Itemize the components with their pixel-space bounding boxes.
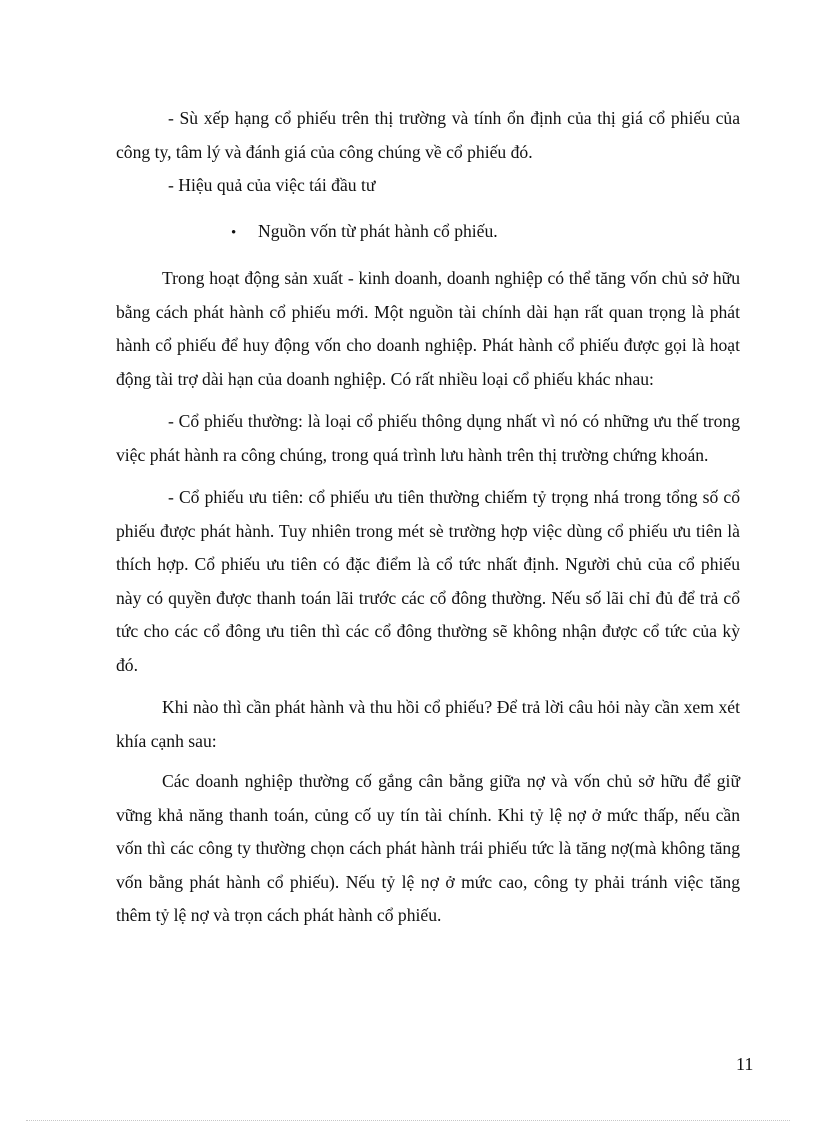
paragraph-issuing-stock: Trong hoạt động sản xuất - kinh doanh, doanh nghiệp có thể tăng vốn chủ sở hữu bằng cách phát hành cổ phiếu mới. Một nguồn tài chính dài hạn rất quan trọng là phát hành cổ phiếu để huy động vốn cho doanh nghiệp. Phát hành cổ phiếu được gọi là hoạt động tài trợ dài hạn của doanh nghiệp. Có rất nhiều loại cổ phiếu khác nhau: xyxy=(116,268,740,389)
bullet-icon: • xyxy=(231,224,237,241)
bullet-heading-text: Nguồn vốn từ phát hành cổ phiếu. xyxy=(258,220,498,241)
paragraph-debt-equity-balance: Các doanh nghiệp thường cố gắng cân bằng giữa nợ và vốn chủ sở hữu để giữ vững khả năng thanh toán, củng cố uy tín tài chính. Khi tỷ lệ nợ ở mức thấp, nếu cần vốn thì các công ty thường chọn cách phát hành trái phiếu tức là tăng nợ(mà không tăng vốn bằng phát hành cổ phiếu). Nếu tỷ lệ nợ ở mức cao, công ty phải tránh việc tăng thêm tỷ lệ nợ và trọn cách phát hành cổ phiếu. xyxy=(116,771,740,925)
paragraph-preferred-stock: - Cổ phiếu ưu tiên: cổ phiếu ưu tiên thường chiếm tỷ trọng nhá trong tổng số cổ phiếu được phát hành. Tuy nhiên trong mét sè trường hợp việc dùng cổ phiếu ưu tiên là thích hợp. Cổ phiếu ưu tiên có đặc điểm là cổ tức nhất định. Người chủ của cổ phiếu này có quyền được thanh toán lãi trước các cổ đông thường. Nếu số lãi chỉ đủ để trả cổ tức cho các cổ đông ưu tiên thì các cổ đông thường sẽ không nhận được cổ tức của kỳ đó. xyxy=(116,487,740,675)
paragraph-common-stock: - Cổ phiếu thường: là loại cổ phiếu thông dụng nhất vì nó có những ưu thế trong việc phát hành ra công chúng, trong quá trình lưu hành trên thị trường chứng khoán. xyxy=(116,411,740,465)
document-body xyxy=(116,102,740,933)
bullet-heading xyxy=(116,215,740,251)
paragraph-stock-ranking: - Sù xếp hạng cổ phiếu trên thị trường và tính ổn định của thị giá cổ phiếu của công ty, tâm lý và đánh giá của công chúng về cổ phiếu đó. xyxy=(116,108,740,162)
paragraph-when-to-issue: Khi nào thì cần phát hành và thu hồi cổ phiếu? Để trả lời câu hỏi này cần xem xét khía cạnh sau: xyxy=(116,697,740,751)
paragraph-reinvestment: - Hiệu quả của việc tái đầu tư xyxy=(168,175,376,195)
page-bottom-divider xyxy=(26,1120,790,1121)
page-number: 11 xyxy=(736,1054,754,1074)
